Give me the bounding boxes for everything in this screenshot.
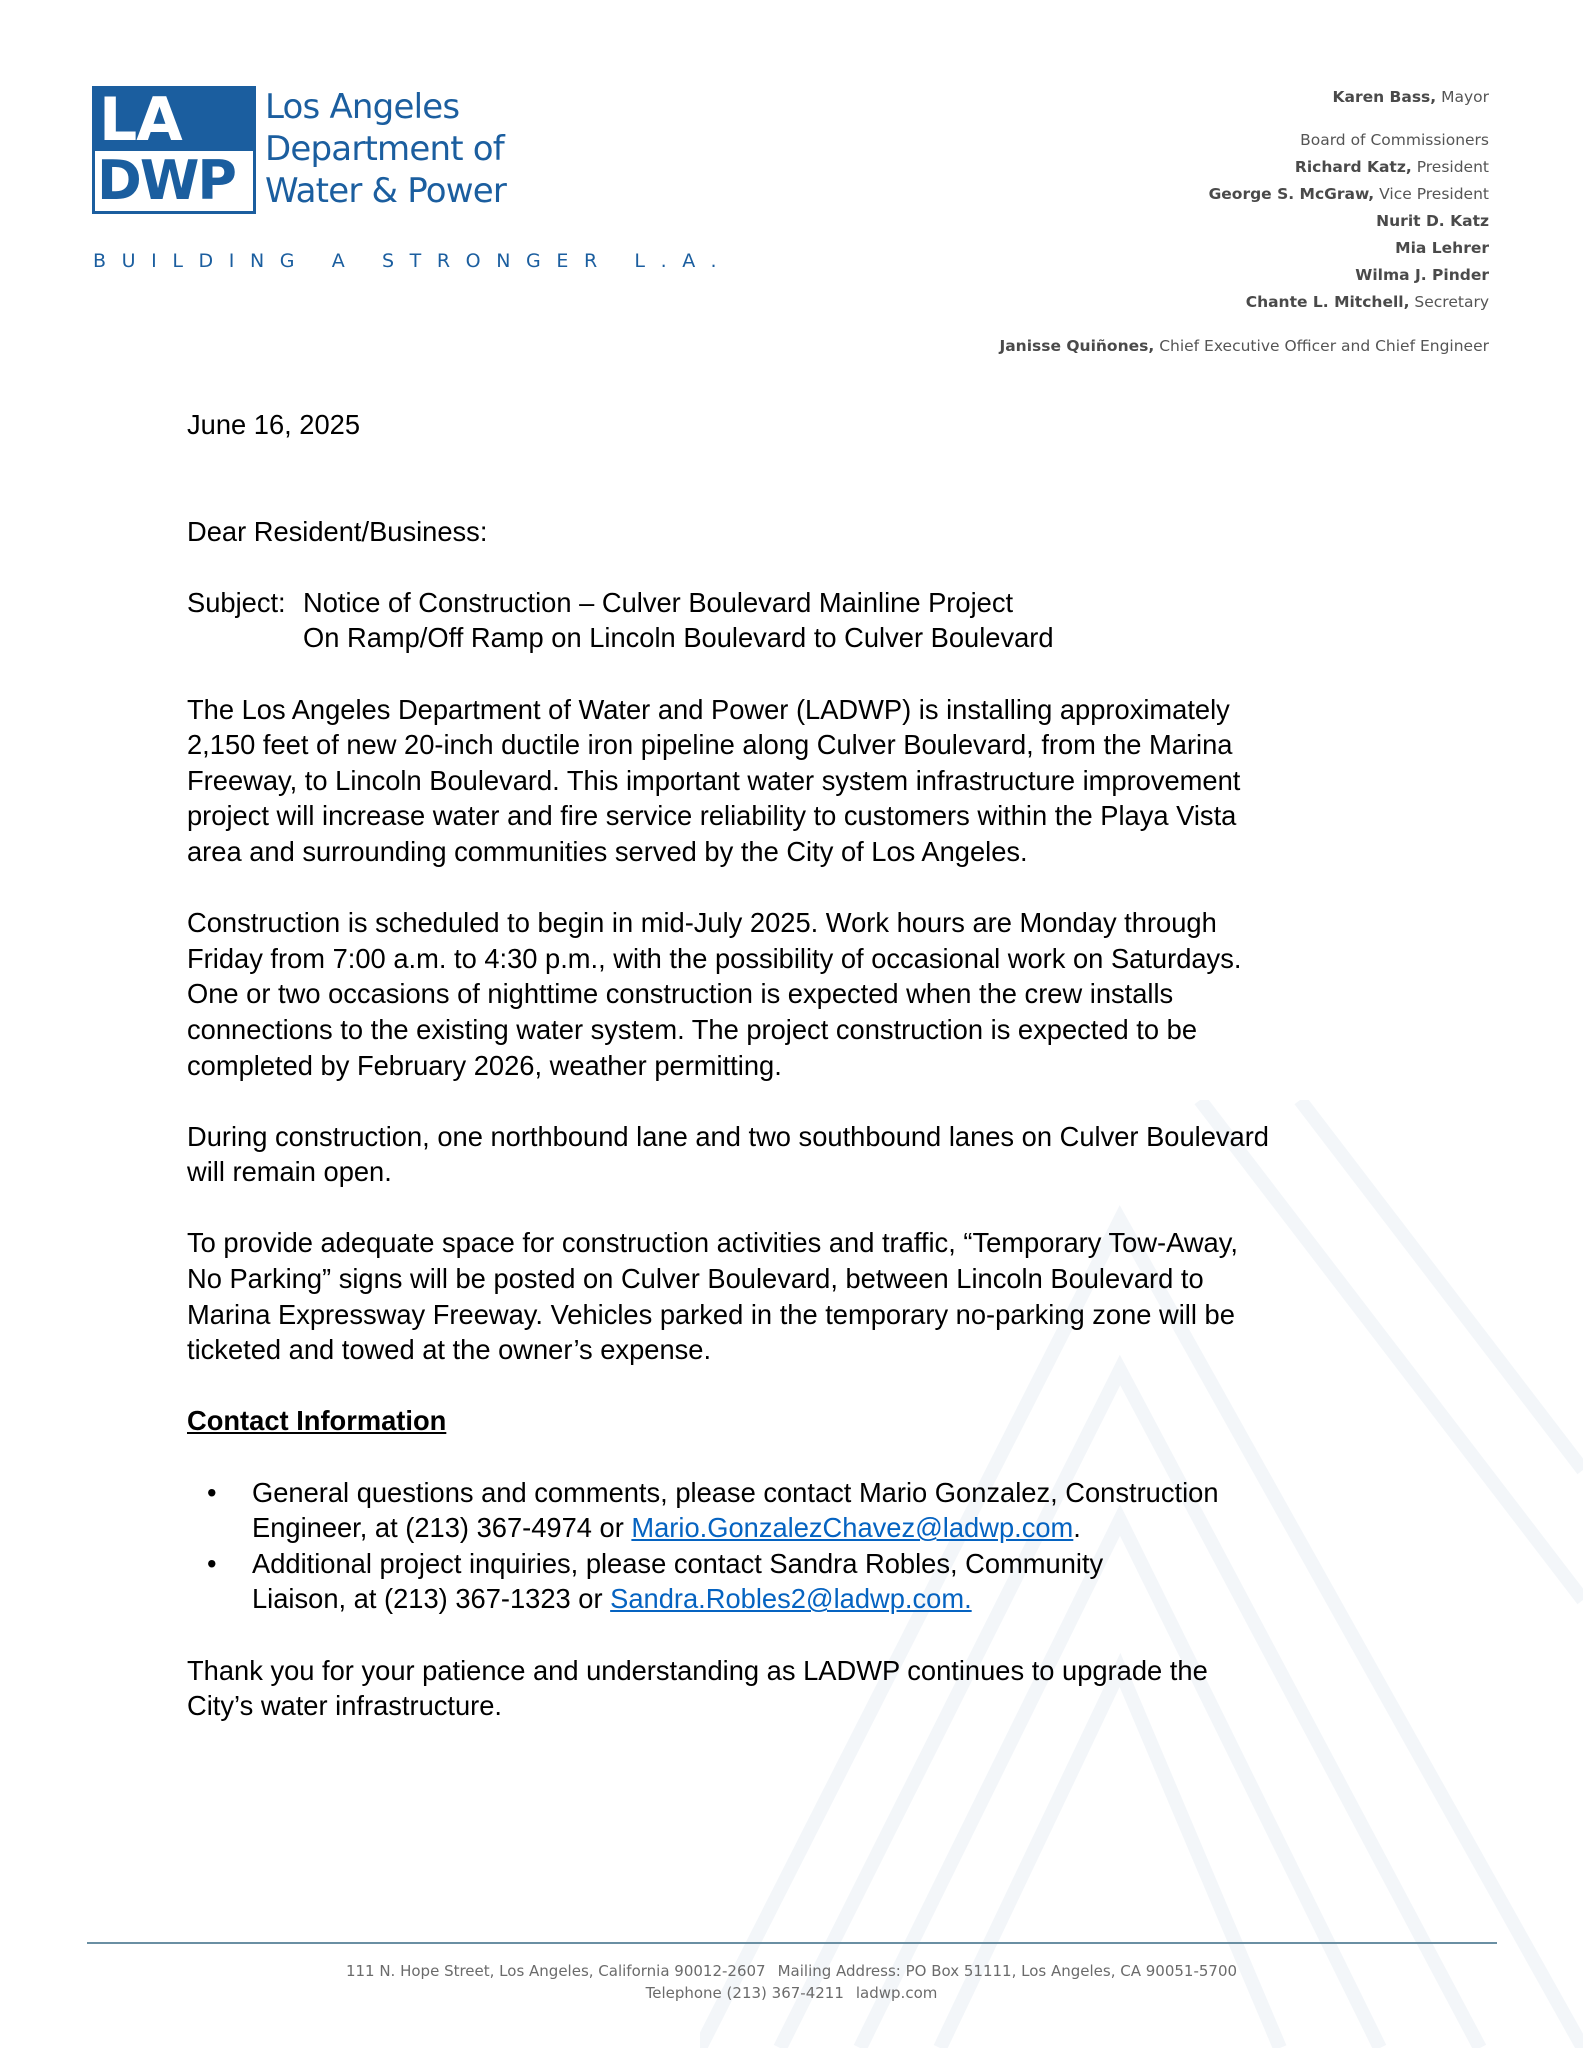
mayor-line [1209,84,1489,111]
contact-item-community-liaison [187,1546,1437,1617]
mailing-address: Mailing Address: PO Box 51111, Los Angeles, CA 90051-5700 [777,1962,1238,1980]
text-line: The Los Angeles Department of Water and Power (LADWP) is installing approximately [187,693,1230,725]
text-line: connections to the existing water system. The project construction is expected to be [187,1013,1198,1045]
text-line: will remain open. [187,1156,392,1188]
text-line: 2,150 feet of new 20-inch ductile iron pipeline along Culver Boulevard, from the Marina [187,729,1233,761]
text-line: completed by February 2026, weather permitting. [187,1049,782,1081]
bullet-icon: • [207,1547,217,1579]
commissioner-line [1209,208,1489,235]
email-link-mario[interactable]: Mario.GonzalezChavez@ladwp.com [631,1512,1074,1544]
commissioner-line [1209,235,1489,262]
commissioner-line [1209,181,1489,208]
website-link[interactable]: ladwp.com [855,1984,938,2002]
footer-address [0,1960,1583,2004]
commissioner-name: George S. McGraw, [1208,185,1375,203]
text-line [252,1581,1437,1617]
text-line: Friday from 7:00 a.m. to 4:30 p.m., with the possibility of occasional work on Saturdays. [187,942,1242,974]
commissioner-line [1209,289,1489,316]
text-line: Construction is scheduled to begin in mid-July 2025. Work hours are Monday through [187,907,1217,939]
text-line: City’s water infrastructure. [187,1690,503,1722]
text-line: Freeway, to Lincoln Boulevard. This important water system infrastructure improvement [187,764,1241,796]
text-line: ticketed and towed at the owner’s expense. [187,1334,712,1366]
closing-paragraph [187,1653,1437,1724]
bullet-icon: • [207,1476,217,1508]
commissioner-title: Secretary [1414,293,1489,311]
mayor-name: Karen Bass, [1332,88,1437,106]
footer-line-2 [0,1982,1583,2004]
text-line: area and surrounding communities served by the City of Los Angeles. [187,835,1028,867]
ceo-title: Chief Executive Officer and Chief Engineer [1159,337,1489,355]
text-line: Additional project inquiries, please contact Sandra Robles, Community [252,1547,1104,1579]
subject-line: Notice of Construction – Culver Boulevard Mainline Project [303,586,1014,618]
logotype-line: Los Angeles [265,87,460,127]
ladwp-logo-mark [92,86,256,214]
letter-body [187,407,1437,1724]
footer-divider [87,1942,1497,1944]
email-link-sandra[interactable]: Sandra.Robles2@ladwp.com. [610,1583,972,1615]
salutation: Dear Resident/Business: [187,515,488,547]
text-line: During construction, one northbound lane and two southbound lanes on Culver Boulevard [187,1120,1269,1152]
subject-line: On Ramp/Off Ramp on Lincoln Boulevard to Culver Boulevard [303,622,1054,654]
contact-heading: Contact Information [187,1405,447,1437]
text-line: Thank you for your patience and understanding as LADWP continues to upgrade the [187,1654,1208,1686]
ceo-line [999,337,1489,355]
text-line: To provide adequate space for construction activities and traffic, “Temporary Tow-Away, [187,1227,1238,1259]
ceo-name: Janisse Quiñones, [999,337,1155,355]
mayor-title: Mayor [1441,88,1489,106]
board-heading: Board of Commissioners [1300,131,1489,149]
tagline: BUILDING A STRONGER L.A. [93,250,733,272]
text-line: project will increase water and fire service reliability to customers within the Playa Vista [187,800,1237,832]
logo-mark-la: LA [99,85,182,155]
logo-mark-dwp: DWP [97,149,235,212]
paragraph-project-description [187,692,1437,870]
commissioner-name: Mia Lehrer [1395,239,1489,257]
officials-list [1209,84,1489,316]
contact-list [187,1475,1437,1617]
commissioner-line [1209,154,1489,181]
contact-phone-text: Liaison, at (213) 367-1323 or [252,1583,611,1615]
footer-line-1 [0,1960,1583,1982]
commissioner-name: Richard Katz, [1294,158,1412,176]
commissioner-title: Vice President [1379,185,1489,203]
commissioner-title: President [1416,158,1489,176]
subject-block [187,585,1437,656]
logotype-line: Department of [265,129,504,169]
telephone: Telephone (213) 367-4211 [645,1984,844,2002]
paragraph-schedule [187,905,1437,1083]
commissioner-name: Wilma J. Pinder [1355,266,1489,284]
paragraph-lanes [187,1119,1437,1190]
street-address: 111 N. Hope Street, Los Angeles, California 90012-2607 [345,1962,766,1980]
contact-item-construction-engineer [187,1475,1437,1546]
paragraph-parking [187,1225,1437,1367]
text-line: No Parking” signs will be posted on Culver Boulevard, between Lincoln Boulevard to [187,1263,1204,1295]
letter-date: June 16, 2025 [187,409,361,440]
text-line: General questions and comments, please contact Mario Gonzalez, Construction [252,1476,1219,1508]
logotype [265,86,506,212]
text-line: One or two occasions of nighttime construction is expected when the crew installs [187,978,1174,1010]
subject-label: Subject: [187,586,286,618]
text-line: Marina Expressway Freeway. Vehicles parked in the temporary no-parking zone will be [187,1298,1235,1330]
punctuation: . [1073,1512,1081,1544]
contact-phone-text: Engineer, at (213) 367-4974 or [252,1512,632,1544]
commissioner-name: Chante L. Mitchell, [1245,293,1410,311]
text-line [252,1510,1437,1546]
logotype-line: Water & Power [265,171,507,211]
subject-text [303,585,1054,656]
commissioner-name: Nurit D. Katz [1376,212,1489,230]
commissioner-line [1209,262,1489,289]
